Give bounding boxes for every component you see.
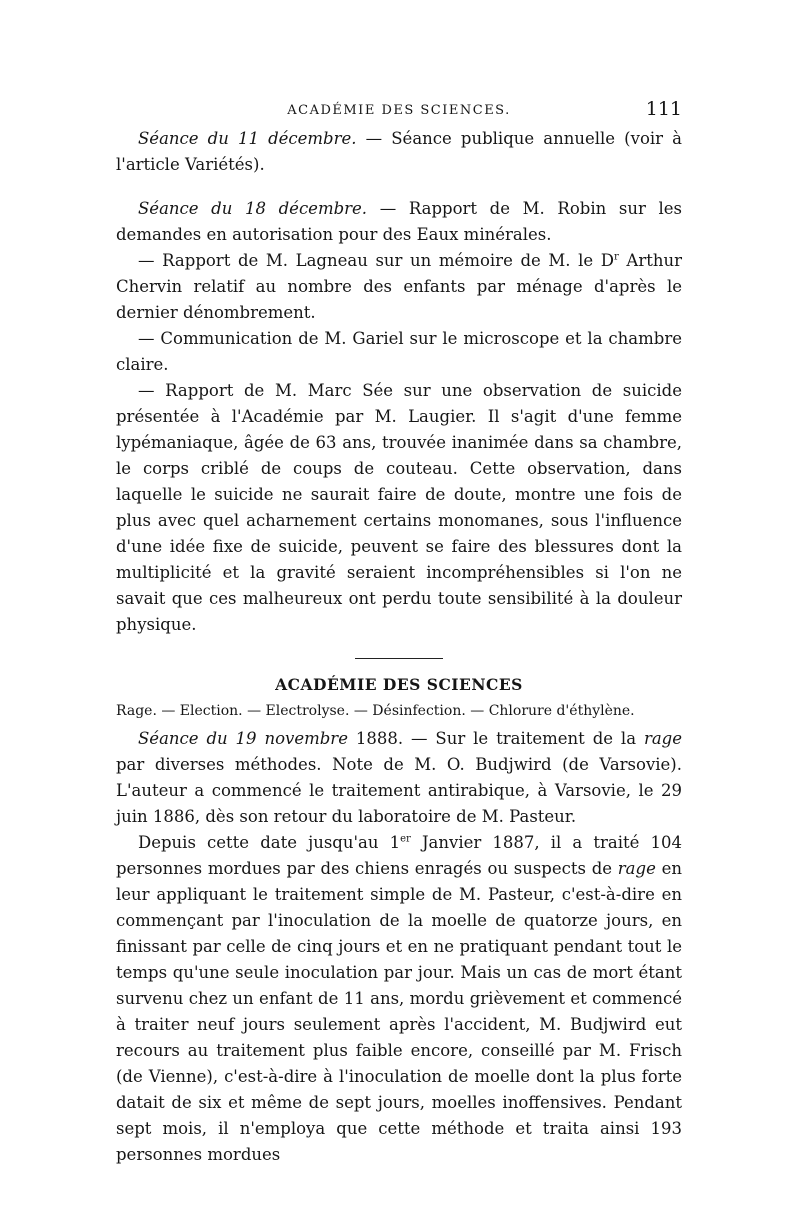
italic-term: rage <box>643 729 683 748</box>
entry-text: — Rapport de M. Marc Sée sur une observation de suicide présentée à l'Académie par M. Laugier. Il s'agit d'une femme lypémaniaque, âgée de 63 ans, trouvée inanimée dans sa chambre, le corps criblé de coups de couteau. Cette observation, dans laquelle le suicide ne saurait faire de doute, montre une fois de plus avec quel acharnement certains monomanes, sous l'influence d'une idée fixe de suicide, peuvent se faire des blessures dont la multiplicité et la gravité seraient incompréhensibles si l'on ne savait que ces malheureux ont perdu toute sensibilité à la douleur physique. <box>116 381 682 634</box>
paragraph-date-prefix: Séance du <box>138 729 236 748</box>
paragraph-traitement <box>116 830 682 1168</box>
italic-term: rage <box>617 859 656 878</box>
entry-date: Séance du 18 décembre. <box>138 199 368 218</box>
paragraph-text: 1888. — Sur le traitement de la <box>347 729 644 748</box>
paragraph-text: Depuis cette date jusqu'au 1 <box>138 833 401 852</box>
entry-text: — Communication de M. Gariel sur le microscope et la chambre claire. <box>116 329 682 374</box>
entry-rapport-marc-see <box>116 378 682 638</box>
paragraph-text-mid: Janvier 1887, il a traité 104 personnes mordues par des chiens enragés ou suspects de <box>116 833 682 878</box>
section-keywords: Rage. — Election. — Electrolyse. — Désinfection. — Chlorure d'éthylène. <box>116 703 635 719</box>
entry-text-continued: Arthur Chervin relatif au nombre des enfants par ménage d'après le dernier dénombrement. <box>116 251 682 322</box>
paragraph-text-continued: en leur appliquant le traitement simple de M. Pasteur, c'est-à-dire en commençant par l'inoculation de la moelle de quatorze jours, en finissant par celle de cinq jours et en ne pratiquant pendant tout le temps qu'une seule inoculation par jour. Mais un cas de mort étant survenu chez un enfant de 11 ans, mordu grièvement et commencé à traiter neuf jours seulement après l'accident, M. Budjwird eut recours au traitement plus faible encore, conseillé par M. Frisch (de Vienne), c'est-à-dire à l'inoculation de moelle dont la plus forte datait de six et même de sept jours, moelles inoffensives. Pendant sept mois, il n'employa que cette méthode et traita ainsi 193 personnes mordues <box>116 859 682 1164</box>
entry-date: Séance du 11 décembre. <box>138 129 357 148</box>
running-header <box>116 96 682 126</box>
entry-text: — Séance publique annuelle (voir à l'article Variétés). <box>116 129 682 174</box>
paragraph-seance-19-novembre <box>116 726 682 830</box>
book-page <box>116 96 682 1168</box>
entry-communication-gariel <box>116 326 682 378</box>
paragraph-date: 19 novembre <box>235 729 348 748</box>
entry-18-decembre <box>116 196 682 248</box>
paragraph-superscript: er <box>400 833 411 845</box>
entry-superscript: r <box>614 251 619 263</box>
entry-text: — Rapport de M. Lagneau sur un mémoire de M. le D <box>138 251 615 270</box>
entry-11-decembre <box>116 126 682 178</box>
page-number: 111 <box>645 98 682 120</box>
paragraph-text-continued: par diverses méthodes. Note de M. O. Budjwird (de Varsovie). L'auteur a commencé le traitement antirabique, à Varsovie, le 29 juin 1886, dès son retour du laboratoire de M. Pasteur. <box>116 755 682 826</box>
section-heading: ACADÉMIE DES SCIENCES <box>275 675 523 694</box>
entry-rapport-lagneau <box>116 248 682 326</box>
running-title: ACADÉMIE DES SCIENCES. <box>287 103 511 118</box>
spacer <box>116 178 682 196</box>
section-separator <box>355 658 443 659</box>
entry-text: — Rapport de M. Robin sur les demandes en autorisation pour des Eaux minérales. <box>116 199 682 244</box>
